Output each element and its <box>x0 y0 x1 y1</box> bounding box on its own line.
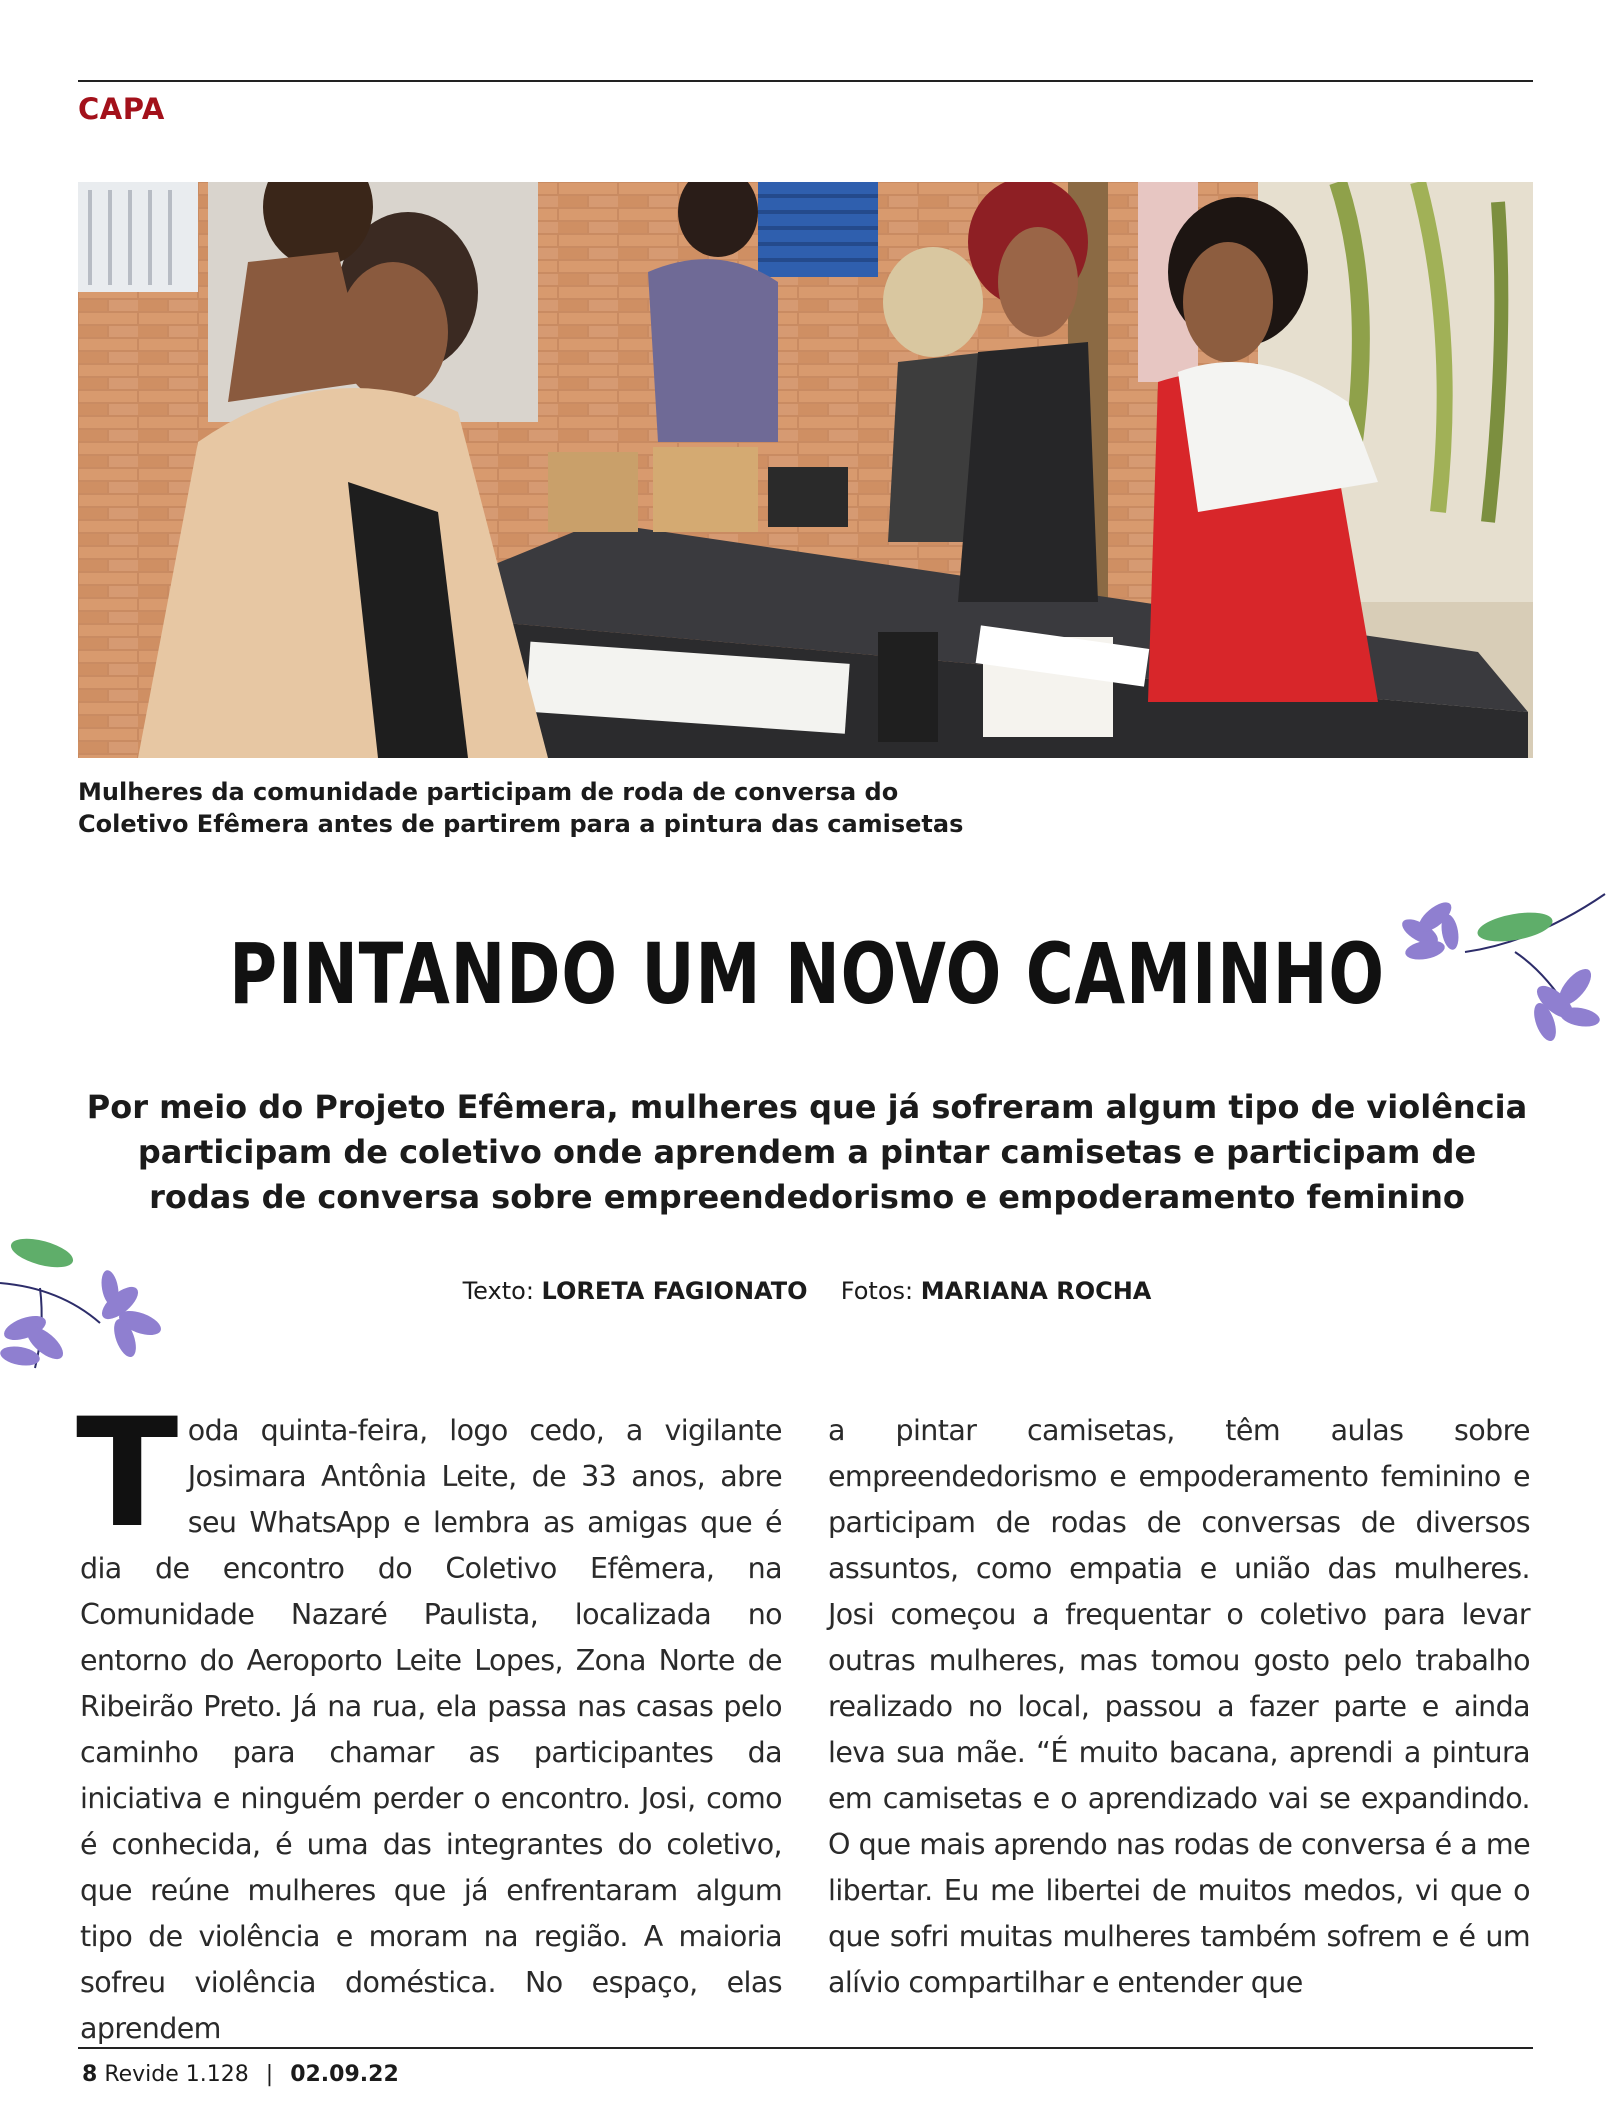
body-text-left: oda quinta-feira, logo cedo, a vigilante Josimara Antônia Leite, de 33 anos, abre seu WhatsApp e lembra as amigas que é dia de encontro do Coletivo Efêmera, na Comunidade Nazaré Paulista, localizada no entorno do Aeroporto Leite Lopes, Zona Norte de Ribeirão Preto. Já na rua, ela passa nas casas pelo caminho para chamar as participantes da iniciativa e ninguém perder o encontro. Josi, como é conhecida, é uma das integrantes do coletivo, que reúne mulheres que já enfrentaram algum tipo de violência e moram na região. A maioria sofreu violência doméstica. No espaço, elas aprendem <box>80 1414 782 2045</box>
folio-separator: | <box>265 2062 274 2087</box>
caption-line-1: Mulheres da comunidade participam de roda de conversa do <box>78 778 899 806</box>
photo-illustration <box>78 182 1533 758</box>
caption-line-2: Coletivo Efêmera antes de partirem para a pintura das camisetas <box>78 810 964 838</box>
standfirst-line-2: participam de coletivo onde aprendem a pintar camisetas e participam de <box>137 1133 1477 1171</box>
byline-photo-label: Fotos: <box>840 1277 914 1305</box>
body-column-left <box>76 1387 782 2052</box>
cover-photo <box>78 182 1533 758</box>
byline-photo-author: MARIANA ROCHA <box>920 1277 1152 1305</box>
issue-date: 02.09.22 <box>290 2062 399 2087</box>
byline <box>0 1277 1614 1305</box>
standfirst <box>80 1085 1534 1220</box>
byline-text-label: Texto: <box>462 1277 534 1305</box>
section-label: CAPA <box>78 92 165 126</box>
folio <box>82 2062 399 2087</box>
headline: PINTANDO UM NOVO CAMINHO <box>229 925 1385 1023</box>
magazine-issue: Revide 1.128 <box>104 2062 249 2087</box>
photo-caption <box>78 776 1178 840</box>
standfirst-line-3: rodas de conversa sobre empreendedorismo e empoderamento feminino <box>149 1178 1465 1216</box>
body-column-right <box>828 1408 1530 2006</box>
top-rule <box>78 80 1533 82</box>
byline-text-author: LORETA FAGIONATO <box>541 1277 808 1305</box>
body-text-right: a pintar camisetas, têm aulas sobre empreendedorismo e empoderamento feminino e participam de rodas de conversas de diversos assuntos, como empatia e união das mulheres. Josi começou a frequentar o coletivo para levar outras mulheres, mas tomou gosto pelo trabalho realizado no local, passou a fazer parte e ainda leva sua mãe. “É muito bacana, aprendi a pintura em camisetas e o aprendizado vai se expandindo. O que mais aprendo nas rodas de conversa é a me libertar. Eu me libertei de muitos medos, vi que o que sofri muitas mulheres também sofrem e é um alívio compartilhar e entender que <box>828 1414 1530 1999</box>
standfirst-line-1: Por meio do Projeto Efêmera, mulheres que já sofreram algum tipo de violência <box>86 1088 1528 1126</box>
drop-cap: T <box>76 1387 178 1561</box>
bottom-rule <box>78 2047 1533 2049</box>
page-number: 8 <box>82 2062 98 2087</box>
